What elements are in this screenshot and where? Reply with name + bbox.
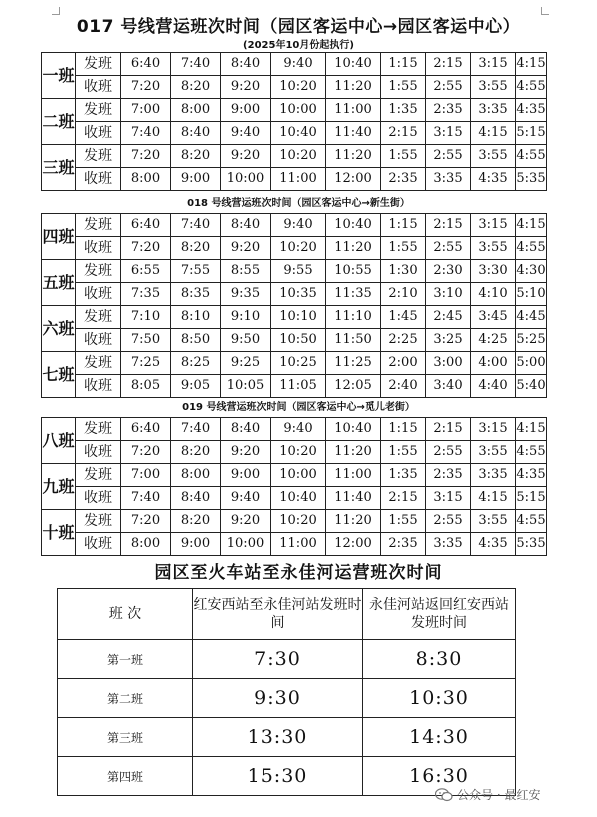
time-cell: 7:00 [121, 99, 171, 122]
watermark-text: 公众号 · 最红安 [457, 788, 541, 802]
shift-label: 五班 [42, 260, 76, 306]
time-cell: 7:40 [171, 418, 221, 441]
table-row [42, 533, 547, 556]
time-cell: 10:05 [221, 375, 271, 398]
time-cell: 8:20 [171, 441, 221, 464]
time-cell: 8:20 [171, 76, 221, 99]
shift-name: 第一班 [58, 640, 193, 679]
time-cell: 4:25 [471, 329, 516, 352]
shift-label: 一班 [42, 53, 76, 99]
trip-type: 收班 [76, 237, 121, 260]
time-cell: 12:00 [326, 168, 381, 191]
return-time: 16:30 [363, 757, 516, 796]
time-cell: 4:10 [471, 283, 516, 306]
outbound-time: 9:30 [193, 679, 363, 718]
time-cell: 10:00 [221, 533, 271, 556]
time-cell: 8:40 [171, 122, 221, 145]
trip-type: 发班 [76, 510, 121, 533]
trip-type: 发班 [76, 306, 121, 329]
table-row [42, 329, 547, 352]
time-cell: 2:35 [426, 464, 471, 487]
time-cell: 1:15 [381, 214, 426, 237]
time-cell: 4:55 [516, 441, 547, 464]
table-row [42, 283, 547, 306]
time-cell: 4:15 [516, 214, 547, 237]
train-table-header [58, 589, 516, 640]
header-return: 永佳河站返回红安西站发班时间 [363, 589, 516, 640]
table-row [42, 418, 547, 441]
time-cell: 7:40 [171, 53, 221, 76]
time-cell: 7:35 [121, 283, 171, 306]
time-cell: 11:05 [271, 375, 326, 398]
time-cell: 2:15 [426, 418, 471, 441]
time-cell: 2:35 [426, 99, 471, 122]
time-cell: 7:00 [121, 464, 171, 487]
effective-date-note: (2025年10月份起执行) [243, 40, 354, 51]
table-row [42, 510, 547, 533]
time-cell: 9:40 [221, 487, 271, 510]
time-cell: 2:25 [381, 329, 426, 352]
trip-type: 收班 [76, 533, 121, 556]
time-cell: 11:10 [326, 306, 381, 329]
return-time: 10:30 [363, 679, 516, 718]
shift-name: 第二班 [58, 679, 193, 718]
time-cell: 9:20 [221, 237, 271, 260]
trip-type: 收班 [76, 283, 121, 306]
time-cell: 8:05 [121, 375, 171, 398]
time-cell: 1:35 [381, 464, 426, 487]
time-cell: 10:00 [271, 99, 326, 122]
header-outbound: 红安西站至永佳河站发班时间 [193, 589, 363, 640]
trip-type: 发班 [76, 99, 121, 122]
time-cell: 8:40 [171, 487, 221, 510]
time-cell: 7:10 [121, 306, 171, 329]
time-cell: 11:00 [326, 99, 381, 122]
table-row [58, 679, 516, 718]
trip-type: 发班 [76, 214, 121, 237]
time-cell: 3:25 [426, 329, 471, 352]
time-cell: 11:20 [326, 441, 381, 464]
shift-label: 四班 [42, 214, 76, 260]
time-cell: 10:40 [326, 53, 381, 76]
time-cell: 6:55 [121, 260, 171, 283]
time-cell: 2:55 [426, 145, 471, 168]
route-section-title: 019 号线营运班次时间（园区客运中心→觅儿老街） [182, 402, 415, 413]
time-cell: 1:15 [381, 53, 426, 76]
time-cell: 3:15 [471, 53, 516, 76]
table-row [42, 122, 547, 145]
trip-type: 发班 [76, 260, 121, 283]
time-cell: 7:20 [121, 510, 171, 533]
time-cell: 10:35 [271, 283, 326, 306]
table-row [42, 99, 547, 122]
time-cell: 4:15 [516, 53, 547, 76]
time-cell: 10:40 [326, 214, 381, 237]
time-cell: 2:55 [426, 237, 471, 260]
time-cell: 4:15 [516, 418, 547, 441]
wechat-watermark [435, 786, 540, 803]
time-cell: 5:35 [516, 168, 547, 191]
table-row [42, 352, 547, 375]
table-row [58, 640, 516, 679]
time-cell: 8:20 [171, 237, 221, 260]
time-cell: 10:20 [271, 510, 326, 533]
table-row [42, 76, 547, 99]
time-cell: 10:55 [326, 260, 381, 283]
time-cell: 2:30 [426, 260, 471, 283]
time-cell: 3:35 [471, 99, 516, 122]
time-cell: 4:45 [516, 306, 547, 329]
time-cell: 2:15 [426, 53, 471, 76]
shift-label: 八班 [42, 418, 76, 464]
time-cell: 3:00 [426, 352, 471, 375]
time-cell: 7:20 [121, 76, 171, 99]
train-schedule-table [57, 588, 516, 796]
time-cell: 5:35 [516, 533, 547, 556]
time-cell: 7:20 [121, 237, 171, 260]
time-cell: 2:15 [426, 214, 471, 237]
time-cell: 9:25 [221, 352, 271, 375]
time-cell: 9:40 [271, 214, 326, 237]
time-cell: 7:20 [121, 441, 171, 464]
wechat-icon [435, 788, 453, 802]
time-cell: 1:55 [381, 510, 426, 533]
time-cell: 4:35 [471, 533, 516, 556]
time-cell: 10:10 [271, 306, 326, 329]
return-time: 8:30 [363, 640, 516, 679]
time-cell: 2:45 [426, 306, 471, 329]
trip-type: 发班 [76, 145, 121, 168]
time-cell: 8:40 [221, 214, 271, 237]
time-cell: 2:35 [381, 533, 426, 556]
time-cell: 9:35 [221, 283, 271, 306]
trip-type: 发班 [76, 464, 121, 487]
route-section-title: 018 号线营运班次时间（园区客运中心→新生街） [187, 198, 410, 209]
time-cell: 3:15 [426, 122, 471, 145]
time-cell: 10:40 [326, 418, 381, 441]
time-cell: 4:55 [516, 510, 547, 533]
time-cell: 1:35 [381, 99, 426, 122]
time-cell: 11:25 [326, 352, 381, 375]
time-cell: 3:35 [426, 533, 471, 556]
time-cell: 3:35 [426, 168, 471, 191]
time-cell: 4:00 [471, 352, 516, 375]
route-schedule-table [41, 52, 547, 191]
time-cell: 4:30 [516, 260, 547, 283]
time-cell: 11:00 [326, 464, 381, 487]
shift-label: 十班 [42, 510, 76, 556]
return-time: 14:30 [363, 718, 516, 757]
trip-type: 收班 [76, 168, 121, 191]
time-cell: 2:00 [381, 352, 426, 375]
time-cell: 9:00 [221, 99, 271, 122]
time-cell: 1:55 [381, 145, 426, 168]
time-cell: 4:35 [471, 168, 516, 191]
trip-type: 收班 [76, 375, 121, 398]
time-cell: 4:15 [471, 487, 516, 510]
time-cell: 8:00 [121, 533, 171, 556]
time-cell: 4:55 [516, 76, 547, 99]
shift-label: 九班 [42, 464, 76, 510]
time-cell: 3:45 [471, 306, 516, 329]
time-cell: 4:35 [516, 99, 547, 122]
table-row [42, 441, 547, 464]
time-cell: 9:20 [221, 510, 271, 533]
time-cell: 11:35 [326, 283, 381, 306]
time-cell: 11:40 [326, 487, 381, 510]
time-cell: 6:40 [121, 214, 171, 237]
time-cell: 3:15 [426, 487, 471, 510]
table-row [42, 237, 547, 260]
time-cell: 2:40 [381, 375, 426, 398]
time-cell: 9:20 [221, 441, 271, 464]
table-row [42, 168, 547, 191]
time-cell: 12:05 [326, 375, 381, 398]
time-cell: 1:45 [381, 306, 426, 329]
time-cell: 3:55 [471, 76, 516, 99]
outbound-time: 13:30 [193, 718, 363, 757]
time-cell: 3:15 [471, 214, 516, 237]
trip-type: 收班 [76, 441, 121, 464]
time-cell: 1:30 [381, 260, 426, 283]
time-cell: 3:40 [426, 375, 471, 398]
time-cell: 11:00 [271, 533, 326, 556]
time-cell: 11:20 [326, 510, 381, 533]
time-cell: 5:25 [516, 329, 547, 352]
time-cell: 3:30 [471, 260, 516, 283]
table-row [42, 53, 547, 76]
time-cell: 4:35 [516, 464, 547, 487]
time-cell: 9:50 [221, 329, 271, 352]
time-cell: 11:20 [326, 76, 381, 99]
time-cell: 11:50 [326, 329, 381, 352]
time-cell: 6:40 [121, 418, 171, 441]
time-cell: 8:10 [171, 306, 221, 329]
time-cell: 8:20 [171, 510, 221, 533]
outbound-time: 15:30 [193, 757, 363, 796]
time-cell: 9:20 [221, 76, 271, 99]
time-cell: 3:55 [471, 237, 516, 260]
time-cell: 7:55 [171, 260, 221, 283]
trip-type: 收班 [76, 122, 121, 145]
table-row [42, 214, 547, 237]
time-cell: 4:40 [471, 375, 516, 398]
time-cell: 1:15 [381, 418, 426, 441]
time-cell: 10:40 [271, 122, 326, 145]
time-cell: 3:55 [471, 441, 516, 464]
time-cell: 10:25 [271, 352, 326, 375]
time-cell: 1:55 [381, 76, 426, 99]
shift-label: 三班 [42, 145, 76, 191]
time-cell: 8:40 [221, 418, 271, 441]
time-cell: 5:10 [516, 283, 547, 306]
time-cell: 4:55 [516, 145, 547, 168]
time-cell: 9:10 [221, 306, 271, 329]
time-cell: 3:10 [426, 283, 471, 306]
train-schedule-title: 园区至火车站至永佳河运营班次时间 [154, 563, 443, 583]
time-cell: 2:15 [381, 487, 426, 510]
time-cell: 9:00 [221, 464, 271, 487]
trip-type: 发班 [76, 418, 121, 441]
time-cell: 2:55 [426, 76, 471, 99]
time-cell: 9:40 [221, 122, 271, 145]
time-cell: 7:20 [121, 145, 171, 168]
time-cell: 7:40 [121, 487, 171, 510]
time-cell: 8:00 [121, 168, 171, 191]
time-cell: 7:25 [121, 352, 171, 375]
time-cell: 3:35 [471, 464, 516, 487]
time-cell: 8:55 [221, 260, 271, 283]
page-title: 017 号线营运班次时间（园区客运中心→园区客运中心） [76, 17, 521, 37]
time-cell: 2:35 [381, 168, 426, 191]
time-cell: 8:35 [171, 283, 221, 306]
table-row [42, 260, 547, 283]
time-cell: 10:20 [271, 76, 326, 99]
time-cell: 8:00 [171, 464, 221, 487]
shift-name: 第四班 [58, 757, 193, 796]
time-cell: 2:55 [426, 441, 471, 464]
time-cell: 1:55 [381, 441, 426, 464]
time-cell: 10:20 [271, 237, 326, 260]
time-cell: 9:20 [221, 145, 271, 168]
time-cell: 4:15 [471, 122, 516, 145]
time-cell: 7:40 [171, 214, 221, 237]
time-cell: 5:15 [516, 487, 547, 510]
time-cell: 9:55 [271, 260, 326, 283]
shift-name: 第三班 [58, 718, 193, 757]
shift-label: 六班 [42, 306, 76, 352]
table-row [42, 306, 547, 329]
time-cell: 2:15 [381, 122, 426, 145]
table-row [42, 145, 547, 168]
time-cell: 2:10 [381, 283, 426, 306]
table-row [42, 375, 547, 398]
trip-type: 发班 [76, 53, 121, 76]
time-cell: 10:20 [271, 145, 326, 168]
table-row [42, 464, 547, 487]
time-cell: 11:00 [271, 168, 326, 191]
trip-type: 发班 [76, 352, 121, 375]
time-cell: 8:20 [171, 145, 221, 168]
time-cell: 4:55 [516, 237, 547, 260]
shift-label: 七班 [42, 352, 76, 398]
route-schedule-table [41, 417, 547, 556]
header-shift: 班 次 [58, 589, 193, 640]
trip-type: 收班 [76, 76, 121, 99]
time-cell: 2:55 [426, 510, 471, 533]
time-cell: 8:40 [221, 53, 271, 76]
time-cell: 7:40 [121, 122, 171, 145]
time-cell: 10:50 [271, 329, 326, 352]
trip-type: 收班 [76, 329, 121, 352]
time-cell: 1:55 [381, 237, 426, 260]
time-cell: 9:00 [171, 533, 221, 556]
table-row [42, 487, 547, 510]
time-cell: 8:25 [171, 352, 221, 375]
time-cell: 11:20 [326, 145, 381, 168]
time-cell: 9:00 [171, 168, 221, 191]
time-cell: 10:00 [271, 464, 326, 487]
time-cell: 10:20 [271, 441, 326, 464]
time-cell: 12:00 [326, 533, 381, 556]
time-cell: 6:40 [121, 53, 171, 76]
outbound-time: 7:30 [193, 640, 363, 679]
time-cell: 9:40 [271, 418, 326, 441]
time-cell: 8:50 [171, 329, 221, 352]
time-cell: 11:20 [326, 237, 381, 260]
time-cell: 8:00 [171, 99, 221, 122]
time-cell: 3:15 [471, 418, 516, 441]
trip-type: 收班 [76, 487, 121, 510]
time-cell: 5:00 [516, 352, 547, 375]
time-cell: 5:15 [516, 122, 547, 145]
time-cell: 10:00 [221, 168, 271, 191]
time-cell: 3:55 [471, 145, 516, 168]
time-cell: 9:40 [271, 53, 326, 76]
time-cell: 3:55 [471, 510, 516, 533]
table-row [58, 718, 516, 757]
time-cell: 11:40 [326, 122, 381, 145]
route-schedule-table [41, 213, 547, 398]
time-cell: 10:40 [271, 487, 326, 510]
time-cell: 9:05 [171, 375, 221, 398]
time-cell: 5:40 [516, 375, 547, 398]
time-cell: 7:50 [121, 329, 171, 352]
shift-label: 二班 [42, 99, 76, 145]
